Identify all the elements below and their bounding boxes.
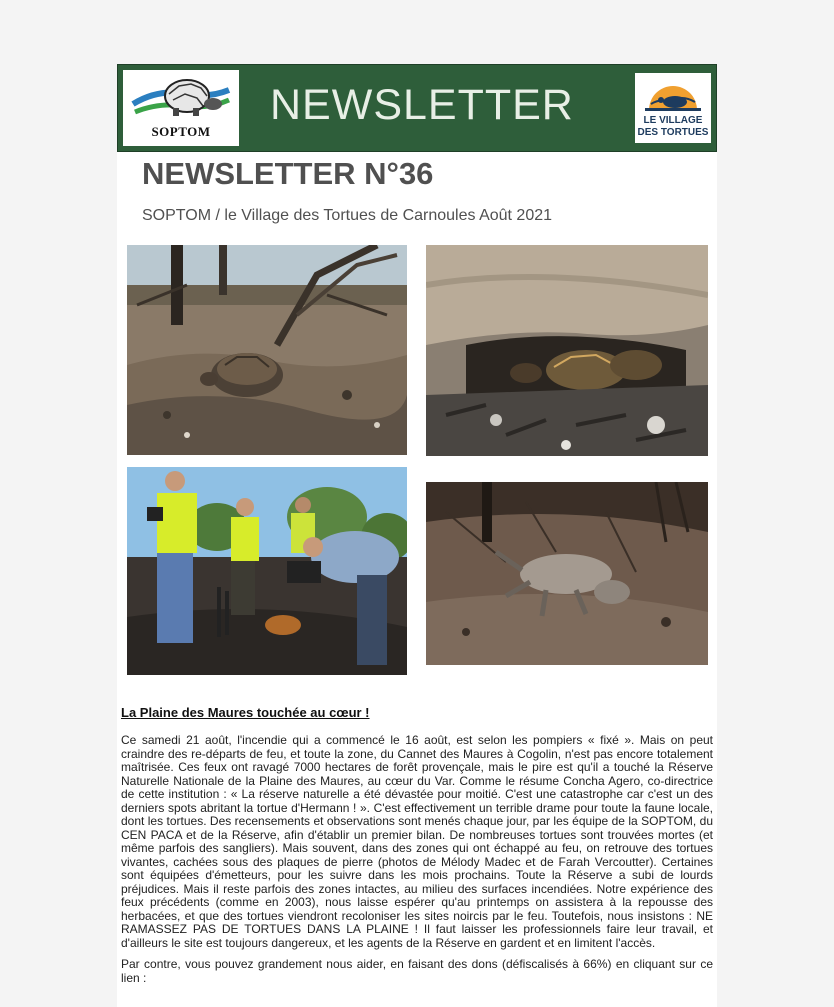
- soptom-logo: [123, 70, 239, 146]
- photo-team-filming: [127, 467, 407, 675]
- tortoise-logo-icon: [129, 74, 233, 124]
- photo-dead-boar: [426, 482, 708, 665]
- photo-tortoise-burnt-forest: [127, 245, 407, 455]
- newsletter-title: NEWSLETTER N°36: [142, 156, 434, 191]
- newsletter-subtitle: SOPTOM / le Village des Tortues de Carnoules Août 2021: [142, 207, 553, 224]
- village-logo-line1: LE VILLAGE: [643, 115, 703, 126]
- village-des-tortues-logo: [635, 73, 711, 143]
- photo-grid: [117, 245, 717, 675]
- article: [117, 675, 717, 985]
- article-paragraph-donation: Par contre, vous pouvez grandement nous aider, en faisant des dons (défiscalisés à 66%) en cliquant sur ce lien :: [121, 957, 713, 985]
- photo-tortoises-under-rock: [426, 245, 708, 456]
- newsletter-banner: [117, 64, 717, 152]
- village-logo-line2: DES TORTUES: [637, 127, 709, 138]
- soptom-logo-text: SOPTOM: [151, 124, 211, 139]
- article-paragraph: Ce samedi 21 août, l'incendie qui a commencé le 16 août, est selon les pompiers « fixé ». Mais on peut craindre des re-départs de feu, et toute la zone, du Cannet des Maures à Cogolin, n'est pas encore totalement maîtrisée. Ces feux ont ravagé 7000 hectares de forêt provençale, mais le pire est qu'il a touché la Réserve Naturelle Nationale de la Plaine des Maures, au cœur du Var. Comme le résume Concha Agero, co-directrice de cette institution : « La réserve naturelle a été dévastée pour moitié. C'est une catastrophe car c'est un des derniers spots abritant la tortue d'Hermann ! ». C'est effectivement un terrible drame pour toute la faune locale, dont les tortues. Des recensements et observations sont menés chaque jour, par les équipe de la SOPTOM, du CEN PACA et de la Réserve, afin d'établir un premier bilan. De nombreuses tortues sont trouvées mortes (et même parfois des sangliers). Mais souvent, dans des zones qui ont échappé au feu, on retrouve des tortues vivantes, cachées sous des plaques de pierre (photos de Mélody Madec et de Farah Vercoutter). Certaines sont équipées d'émetteurs, pour les suivre dans les mois prochains. Toute la Réserve a subi de lourds préjudices. Mais il reste parfois des zones intactes, au milieu des surfaces incendiées. Notre expérience des feux précédents (comme en 2003), nous laisse espérer qu'au printemps on assistera à la repousse des herbacées, et que des tortues viendront recoloniser les sites noircis par le feu. Toutefois, nous insistons : NE RAMASSEZ PAS DE TORTUES DANS LA PLAINE ! Il faut laisser les professionnels faire leur travail, et d'ailleurs le site est toujours dangereux, et les agents de la Réserve en gardent et en limitent l'accès.: [121, 733, 713, 950]
- newsletter-container: [117, 64, 717, 1007]
- village-sunset-logo-icon: [641, 78, 705, 114]
- banner-title: NEWSLETTER: [270, 81, 574, 129]
- newsletter-card: [117, 152, 717, 1007]
- article-heading: La Plaine des Maures touchée au cœur !: [121, 705, 370, 720]
